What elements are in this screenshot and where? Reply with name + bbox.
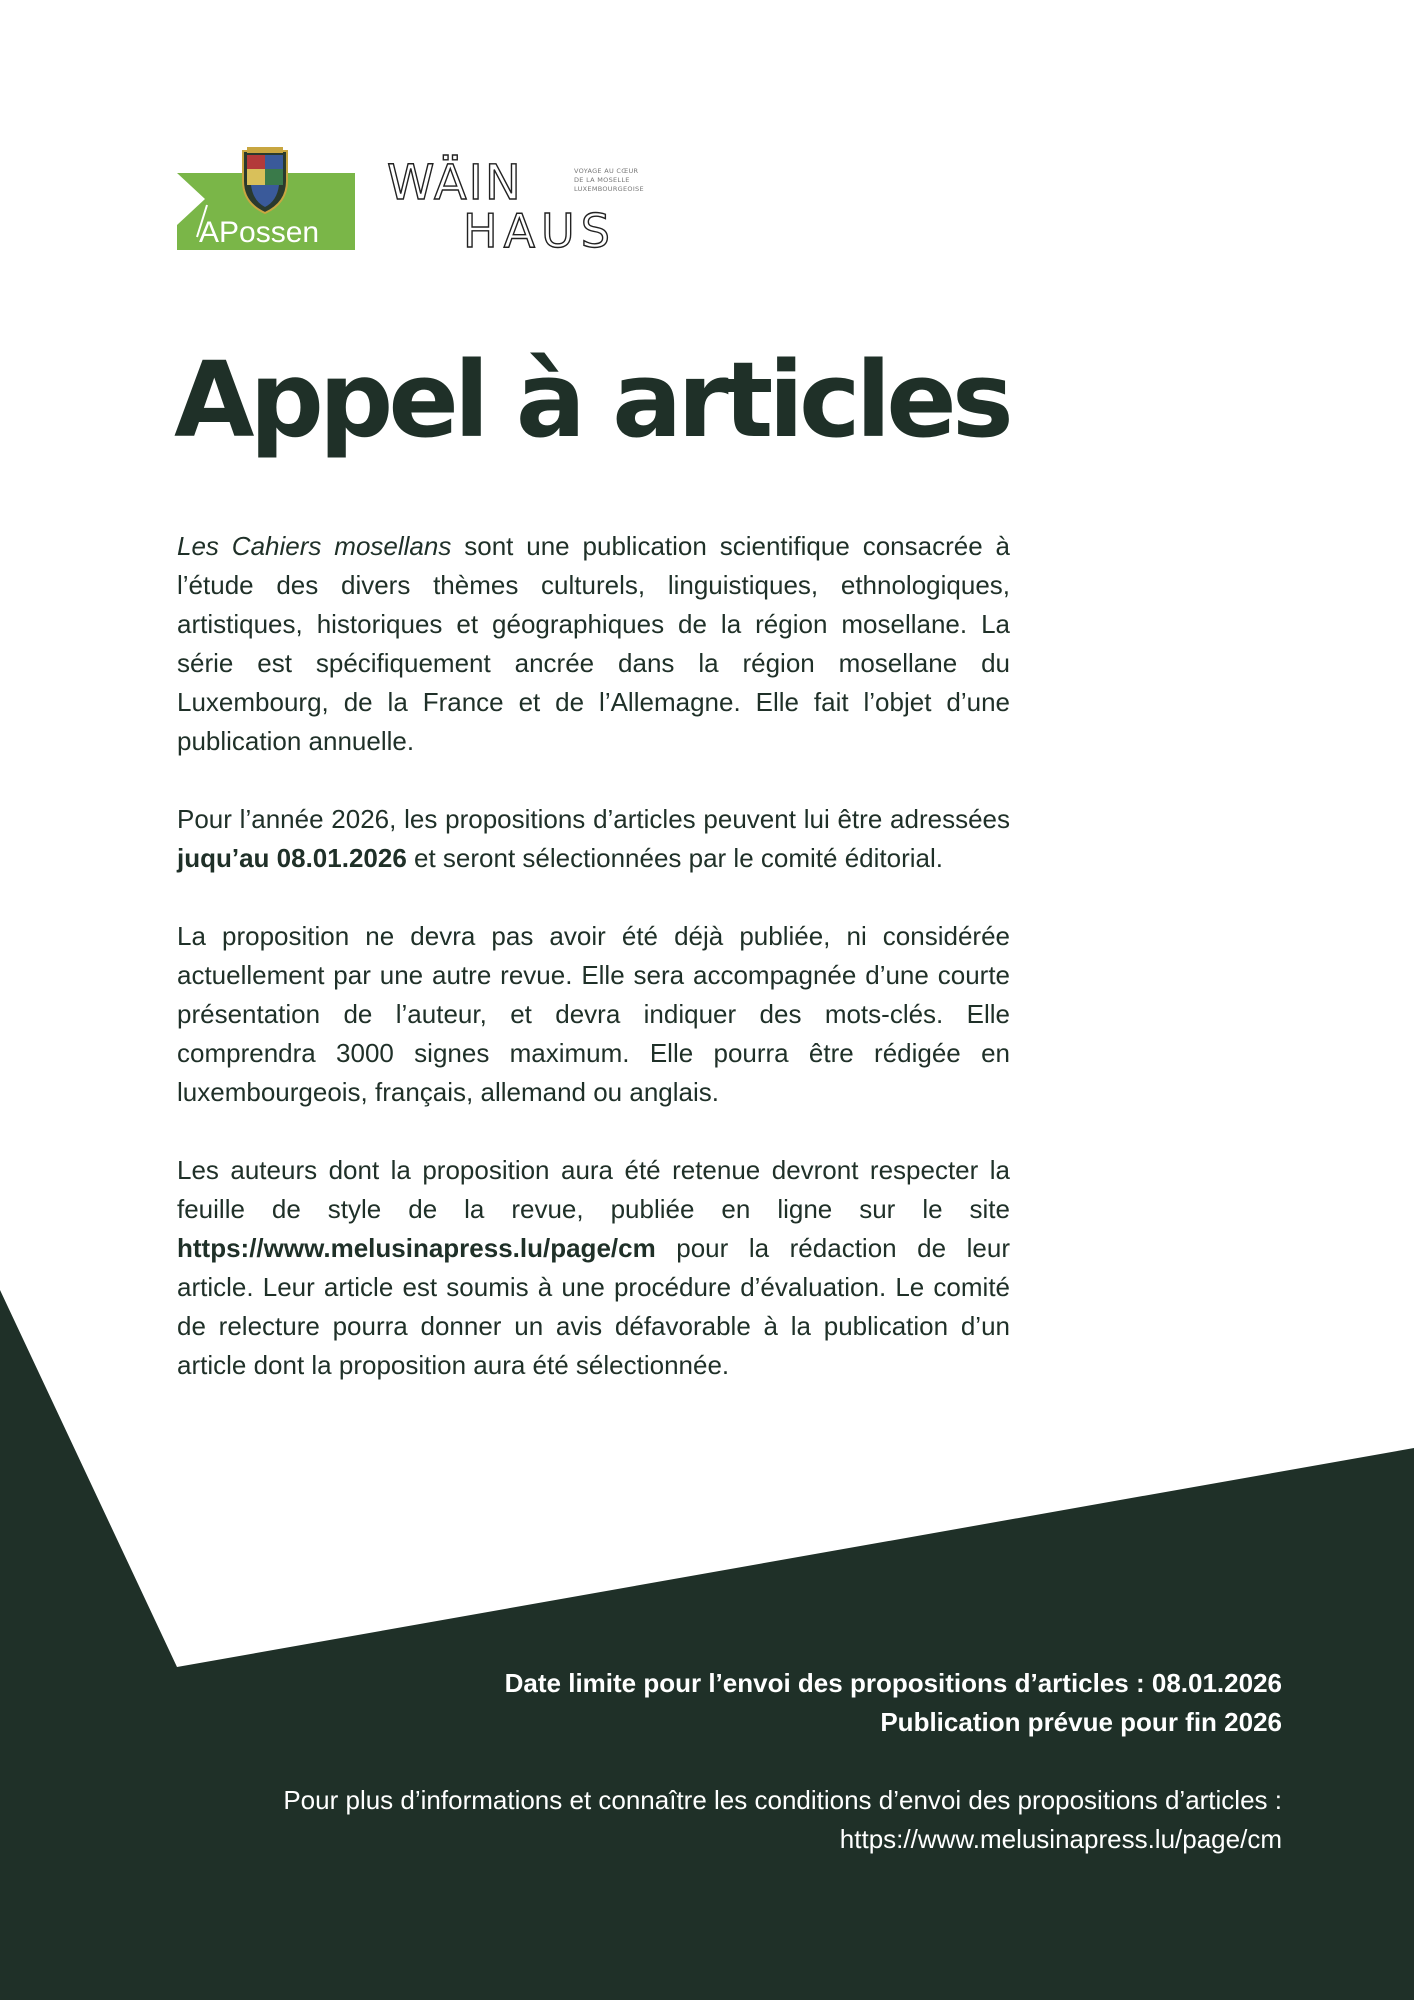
wain-haus-tagline-line: DE LA MOSELLE — [574, 176, 630, 184]
footer — [82, 1664, 1282, 1859]
wain-haus-line2: HAUS — [463, 204, 616, 253]
wain-haus-tagline-line: LUXEMBOURGEOISE — [574, 185, 644, 193]
footer-info: Pour plus d’informations et connaître les conditions d’envoi des propositions d’articles : — [283, 1785, 1282, 1815]
journal-name: Les Cahiers mosellans — [177, 531, 452, 561]
style-guide-link[interactable]: https://www.melusinapress.lu/page/cm — [177, 1233, 656, 1263]
paragraph-deadline-after: et seront sélectionnées par le comité éditorial. — [406, 843, 943, 873]
paragraph-style-guide — [177, 1151, 1010, 1385]
logo-bar — [177, 145, 677, 257]
paragraph-deadline-before: Pour l’année 2026, les propositions d’articles peuvent lui être adressées — [177, 804, 1010, 834]
page-title: Appel à articles — [174, 339, 1009, 461]
footer-publication: Publication prévue pour fin 2026 — [880, 1707, 1282, 1737]
paragraph-intro-text: sont une publication scientifique consacrée à l’étude des divers thèmes culturels, linguistiques, ethnologiques, artistiques, historiques et géographiques de la région mosellane. La série est spécifiquement ancrée dans la région mosellane du Luxembourg, de la France et de l’Allemagne. Elle fait l’objet d’une publication annuelle. — [177, 531, 1010, 756]
paragraph-requirements: La proposition ne devra pas avoir été déjà publiée, ni considérée actuellement par une autre revue. Elle sera accompagnée d’une courte présentation de l’auteur, et devra indiquer des mots-clés. Elle comprendra 3000 signes maximum. Elle pourra être rédigée en luxembourgeois, français, allemand ou anglais. — [177, 921, 1010, 1107]
apossen-logo-text: APossen — [199, 216, 320, 249]
paragraph-deadline — [177, 800, 1010, 878]
body-text — [177, 527, 1010, 1424]
wain-haus-logo — [387, 153, 677, 253]
paragraph-style-before: Les auteurs dont la proposition aura été retenue devront respecter la feuille de style de la revue, publiée en ligne sur le site — [177, 1155, 1010, 1224]
wain-haus-line1: WÄIN — [387, 155, 523, 211]
paragraph-style-after: pour la rédaction de leur article. Leur article est soumis à une procédure d’évaluation. Le comité de relecture pourra donner un avis défavorable à la publication d’un article dont la proposition aura été sélectionnée. — [177, 1233, 1010, 1380]
paragraph-intro — [177, 527, 1010, 761]
coat-of-arms-icon — [243, 147, 287, 213]
footer-deadline: Date limite pour l’envoi des propositions d’articles : 08.01.2026 — [504, 1668, 1282, 1698]
deadline-highlight: juqu’au 08.01.2026 — [177, 843, 407, 873]
wain-haus-tagline-line: VOYAGE AU CŒUR — [574, 167, 639, 175]
apossen-logo — [177, 145, 355, 253]
footer-url-link[interactable]: https://www.melusinapress.lu/page/cm — [839, 1824, 1282, 1854]
